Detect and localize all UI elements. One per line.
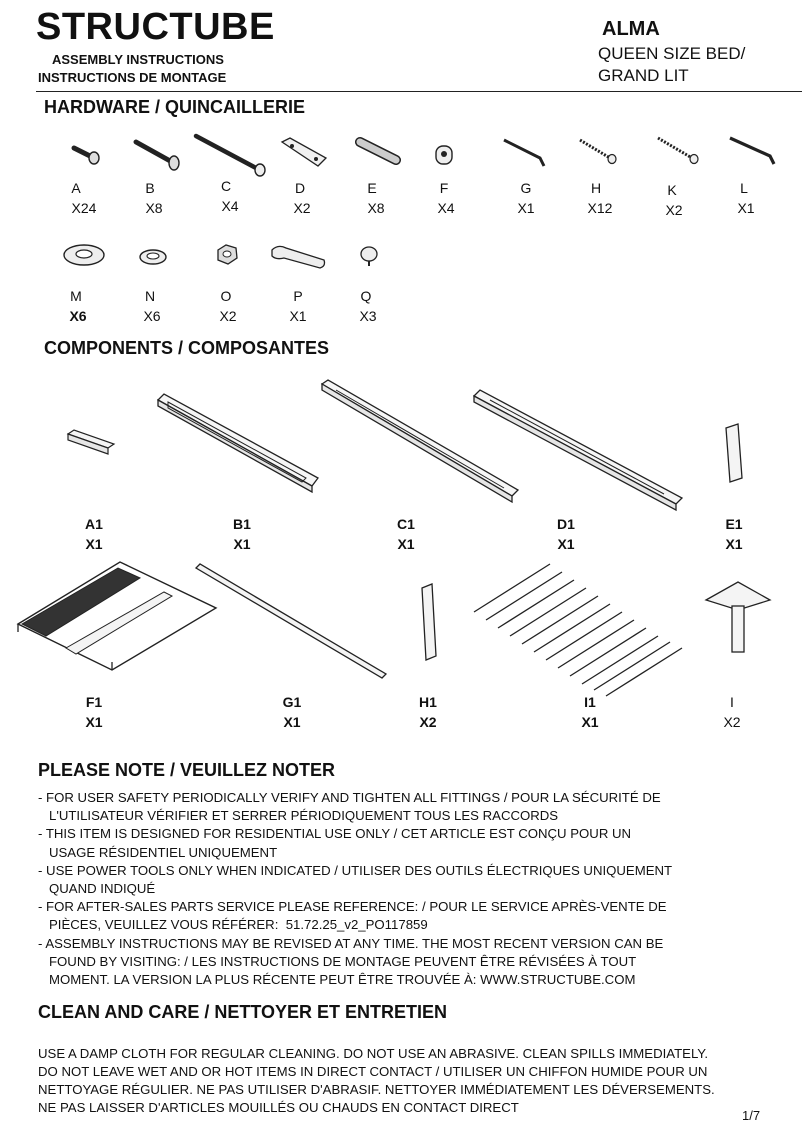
note-line: - FOR AFTER-SALES PARTS SERVICE PLEASE REFERENCE: / POUR LE SERVICE APRÈS-VENTE DE (38, 899, 667, 915)
component-label-i: I (730, 694, 734, 710)
hardware-qty-c: X4 (221, 198, 239, 214)
long-bolt-icon (192, 132, 272, 176)
note-line: - FOR USER SAFETY PERIODICALLY VERIFY AND TIGHTEN ALL FITTINGS / POUR LA SÉCURITÉ DE (38, 790, 661, 805)
component-qty-f1: X1 (85, 714, 103, 730)
hardware-qty-h: X12 (587, 200, 613, 216)
hardware-letter-e: E (367, 180, 377, 196)
hardware-qty-k: X2 (665, 202, 683, 218)
hardware-letter-f: F (439, 180, 449, 196)
notes-heading: PLEASE NOTE / VEUILLEZ NOTER (38, 760, 336, 780)
wood-screw-icon (576, 136, 620, 166)
part-a1-block (68, 430, 114, 454)
hardware-qty-q: X3 (359, 308, 377, 324)
subtitle-french: INSTRUCTIONS DE MONTAGE (38, 70, 227, 85)
note-line: L'UTILISATEUR VÉRIFIER ET SERRER PÉRIODIQUEMENT TOUS LES RACCORDS (38, 808, 559, 824)
hardware-letter-k: K (667, 182, 677, 198)
model-name: ALMA (602, 18, 660, 40)
hardware-qty-o: X2 (219, 308, 237, 324)
component-qty-b1: X1 (233, 536, 251, 552)
component-label-a1: A1 (85, 516, 103, 532)
hardware-qty-a: X24 (71, 200, 97, 216)
note-line: USAGE RÉSIDENTIEL UNIQUEMENT (38, 844, 278, 860)
note-line: - USE POWER TOOLS ONLY WHEN INDICATED / UTILISER DES OUTILS ÉLECTRIQUES UNIQUEMENT (38, 862, 673, 878)
hardware-qty-m: X6 (69, 308, 87, 324)
part-i1-slats (474, 564, 682, 696)
part-e1-post (726, 424, 742, 482)
note-line: - THIS ITEM IS DESIGNED FOR RESIDENTIAL USE ONLY / CET ARTICLE EST CONÇU POUR UN (38, 826, 632, 842)
component-label-c1: C1 (397, 516, 415, 532)
wood-dowel-icon (354, 138, 404, 168)
part-h1-leg (422, 584, 436, 660)
bracket-plate-icon (278, 136, 330, 172)
part-b1-footboard (158, 394, 318, 492)
note-line: QUAND INDIQUÉ (38, 881, 156, 897)
page-number: 1/7 (742, 1108, 761, 1123)
component-qty-e1: X1 (725, 536, 743, 552)
notes-list (38, 789, 778, 989)
component-label-d1: D1 (557, 516, 575, 532)
hardware-qty-g: X1 (517, 200, 535, 216)
wrench-icon (268, 242, 330, 272)
glide-icon (356, 244, 382, 268)
allen-key-icon (500, 136, 552, 168)
component-label-b1: B1 (233, 516, 251, 532)
hardware-heading: HARDWARE / QUINCAILLERIE (44, 97, 305, 117)
components-heading: COMPONENTS / COMPOSANTES (44, 338, 330, 358)
hardware-qty-p: X1 (289, 308, 307, 324)
hardware-qty-l: X1 (737, 200, 755, 216)
note-line: - ASSEMBLY INSTRUCTIONS MAY BE REVISED AT ANY TIME. THE MOST RECENT VERSION CAN BE (38, 935, 664, 951)
hardware-letter-l: L (740, 180, 748, 196)
allen-key-large-icon (726, 134, 782, 166)
hardware-letter-o: O (220, 288, 232, 304)
spring-washer-icon (136, 244, 170, 270)
barrel-nut-icon (432, 140, 458, 170)
note-line: MOMENT. LA VERSION LA PLUS RÉCENTE PEUT ÊTRE TROUVÉE À: WWW.STRUCTUBE.COM (38, 972, 636, 988)
component-qty-g1: X1 (283, 714, 301, 730)
bed-size-line-2: GRAND LIT (598, 66, 689, 85)
header-divider (36, 91, 802, 92)
subtitle-english: ASSEMBLY INSTRUCTIONS (52, 52, 224, 67)
part-f1-frame (18, 562, 216, 670)
note-line: FOUND BY VISITING: / LES INSTRUCTIONS DE MONTAGE PEUVENT ÊTRE RÉVISÉES À TOUT (38, 953, 637, 969)
hardware-qty-n: X6 (143, 308, 161, 324)
component-qty-c1: X1 (397, 536, 415, 552)
note-line: PIÈCES, VEUILLEZ VOUS RÉFÉRER: 51.72.25_v2_PO117859 (38, 917, 428, 933)
hardware-qty-b: X8 (145, 200, 163, 216)
component-label-f1: F1 (85, 694, 103, 710)
bed-size-line-1: QUEEN SIZE BED/ (598, 44, 746, 63)
component-qty-d1: X1 (557, 536, 575, 552)
care-text: USE A DAMP CLOTH FOR REGULAR CLEANING. DO NOT USE AN ABRASIVE. CLEAN SPILLS IMMEDIATELY. DO NOT LEAVE WET AND OR HOT ITEMS IN DIRECT CONTACT / UTILISER UN CHIFFON HUMIDE POUR UN NETTOYAGE RÉGULIER. NE PAS UTILISER D'ABRASIF. NETTOYER IMMÉDIATEMENT LES DÉVERSEMENTS. NE PAS LAISSER D'ARTICLES MOUILLÉS OU CHAUDS EN CONTACT DIRECT (38, 1046, 715, 1115)
component-qty-h1: X2 (419, 714, 437, 730)
component-qty-a1: X1 (85, 536, 103, 552)
component-qty-i: X2 (723, 714, 741, 730)
hardware-letter-h: H (590, 180, 602, 196)
care-heading: CLEAN AND CARE / NETTOYER ET ENTRETIEN (38, 1002, 448, 1022)
hardware-letter-p: P (293, 288, 303, 304)
flat-washer-icon (60, 240, 108, 270)
brand-logo: STRUCTUBE (36, 6, 275, 48)
short-bolt-icon (68, 140, 108, 170)
hardware-letter-q: Q (360, 288, 372, 304)
hardware-letter-m: M (70, 288, 82, 304)
hardware-letter-a: A (71, 180, 81, 196)
hardware-letter-n: N (144, 288, 156, 304)
part-g1-rail (196, 564, 386, 678)
hardware-qty-d: X2 (293, 200, 311, 216)
hardware-letter-d: D (294, 180, 306, 196)
component-label-i1: I1 (584, 694, 596, 710)
hardware-qty-f: X4 (437, 200, 455, 216)
long-screw-icon (654, 134, 702, 166)
component-label-g1: G1 (282, 694, 302, 710)
part-i-support-leg (706, 582, 770, 652)
hardware-letter-b: B (145, 180, 155, 196)
component-qty-i1: X1 (581, 714, 599, 730)
hardware-qty-e: X8 (367, 200, 385, 216)
hex-nut-icon (212, 242, 242, 268)
hardware-letter-g: G (520, 180, 532, 196)
medium-bolt-icon (130, 138, 185, 172)
component-label-e1: E1 (725, 516, 743, 532)
hardware-letter-c: C (220, 178, 232, 194)
component-label-h1: H1 (419, 694, 437, 710)
